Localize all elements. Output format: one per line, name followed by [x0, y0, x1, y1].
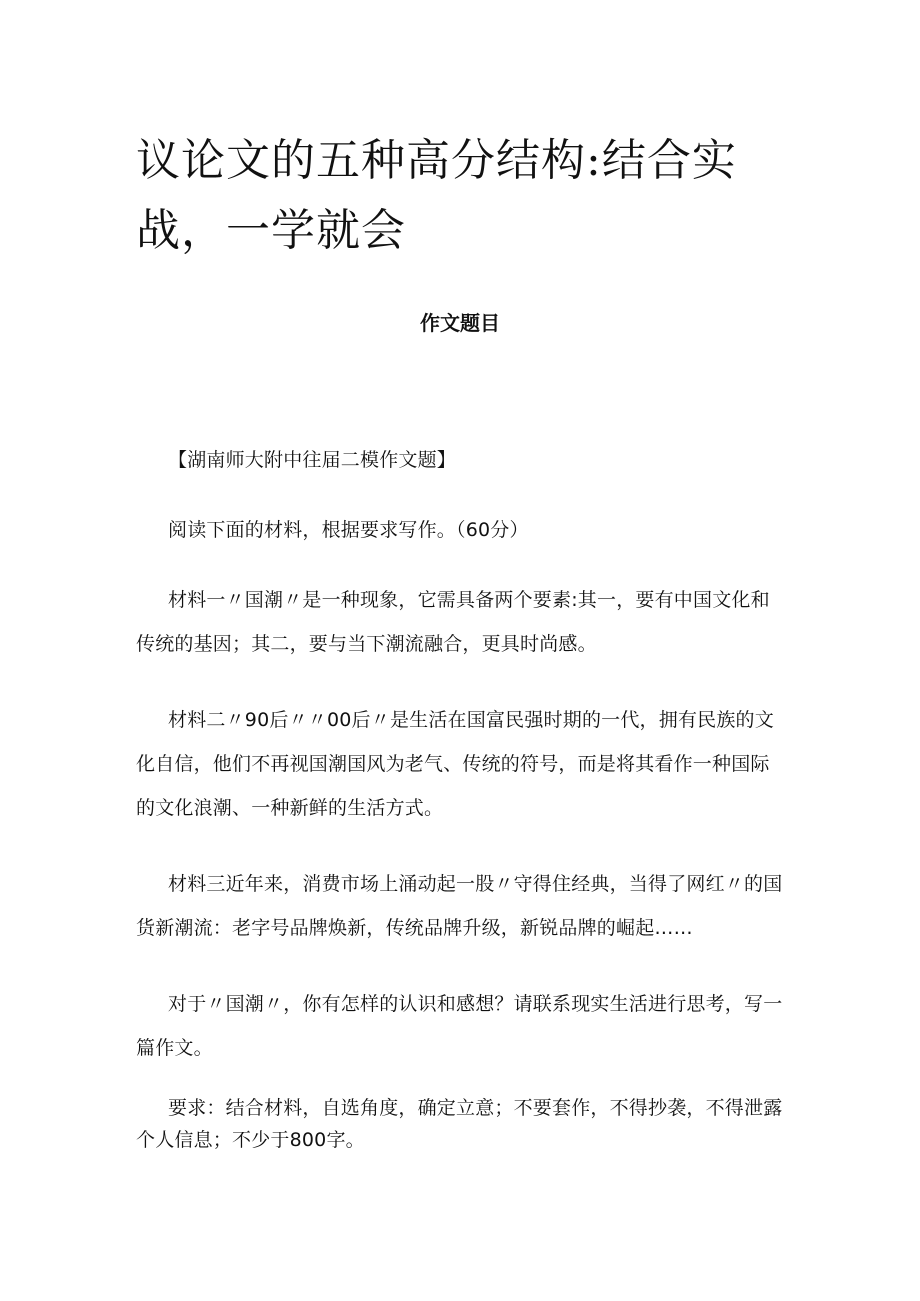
document-title: 议论文的五种高分结构:结合实战，一学就会	[136, 135, 737, 256]
exam-label: 【湖南师大附中往届二模作文题】	[168, 449, 457, 471]
material-two-paragraph: 材料二〃90后〃〃00后〃是生活在国富民强时期的一代，拥有民族的文化自信，他们不再视国潮国风为老气、传统的符号，而是将其看作一种国际的文化浪潮、一种新鲜的生活方式。	[136, 709, 774, 819]
section-heading: 作文题目	[420, 311, 500, 335]
material-one-paragraph: 材料一〃国潮〃是一种现象，它需具备两个要素:其一，要有中国文化和传统的基因；其二，要与当下潮流融合，更具时尚感。	[136, 589, 770, 655]
question-paragraph: 对于〃国潮〃，你有怎样的认识和感想？请联系现实生活进行思考，写一篇作文。	[136, 993, 783, 1059]
requirement-paragraph: 要求：结合材料，自选角度，确定立意；不要套作，不得抄袭，不得泄露个人信息；不少于800字。	[136, 1097, 783, 1151]
material-three-paragraph: 材料三近年来，消费市场上涌动起一股〃守得住经典，当得了网红〃的国货新潮流：老字号品牌焕新，传统品牌升级，新锐品牌的崛起……	[136, 873, 783, 939]
instruction-paragraph: 阅读下面的材料，根据要求写作。（60分）	[168, 519, 529, 541]
